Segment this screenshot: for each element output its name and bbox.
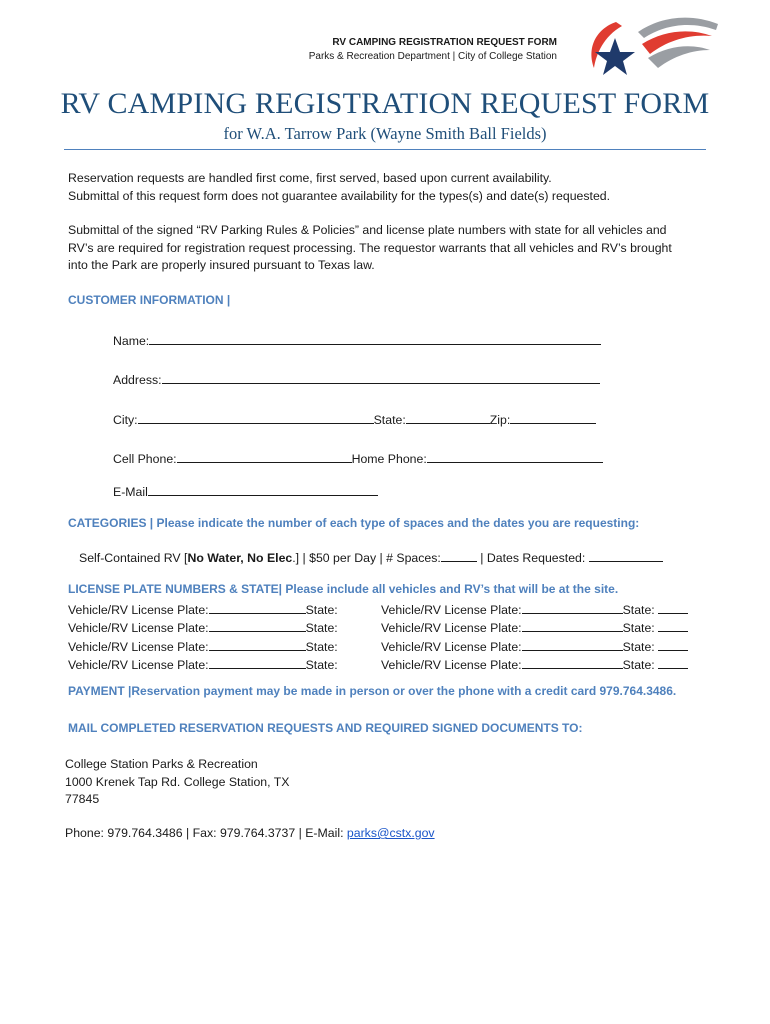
plate-label: Vehicle/RV License Plate: (68, 639, 209, 654)
plate-state-field[interactable] (658, 656, 688, 669)
plate-field[interactable] (209, 601, 306, 614)
header-dept-line: Parks & Recreation Department | City of College Station (308, 51, 557, 62)
home-phone-field[interactable] (427, 450, 603, 463)
payment-heading: PAYMENT |Reservation payment may be made in person or over the phone with a credit card 979.764.3486. (68, 684, 677, 698)
name-field[interactable] (149, 332, 601, 345)
plate-field[interactable] (522, 601, 623, 614)
mail-heading: MAIL COMPLETED RESERVATION REQUESTS AND REQUIRED SIGNED DOCUMENTS TO: (68, 721, 583, 735)
intro-line-2: Submittal of this request form does not guarantee availability for the types(s) and date(s) requested. (68, 188, 611, 203)
contact-line (65, 825, 435, 843)
intro-line-1: Reservation requests are handled first come, first served, based upon current availability. (68, 171, 552, 185)
state-label: State: (373, 413, 406, 427)
mail-address-line-3: 77845 (65, 792, 100, 806)
plate-row (381, 656, 688, 674)
spaces-field[interactable] (441, 549, 477, 562)
name-row (113, 332, 601, 348)
plate-label: Vehicle/RV License Plate: (68, 657, 209, 672)
zip-field[interactable] (510, 411, 596, 424)
city-state-zip-row (113, 411, 596, 427)
category-rv-row (79, 549, 663, 565)
plate-field[interactable] (522, 619, 623, 632)
address-row (113, 371, 600, 387)
dates-label: | Dates Requested: (480, 551, 589, 565)
category-prefix: Self-Contained RV [ (79, 551, 188, 565)
intro-line-3: Submittal of the signed “RV Parking Rules & Policies” and license plate numbers with state for all vehicles and (68, 223, 667, 237)
plate-label: Vehicle/RV License Plate: (381, 603, 522, 617)
dates-field[interactable] (589, 549, 663, 562)
zip-label: Zip: (489, 413, 511, 427)
home-phone-label: Home Phone: (351, 452, 427, 466)
plate-row (381, 601, 688, 619)
plate-field[interactable] (522, 638, 623, 651)
category-price: .] | $50 per Day | # Spaces: (292, 551, 441, 565)
plate-state-label: State: (305, 621, 338, 636)
page-subtitle: for W.A. Tarrow Park (Wayne Smith Ball Fields) (223, 124, 547, 143)
state-field[interactable] (406, 411, 490, 424)
plate-field[interactable] (209, 656, 306, 669)
plate-label: Vehicle/RV License Plate: (381, 621, 522, 636)
plate-field[interactable] (209, 638, 306, 651)
plate-row (381, 619, 688, 637)
address-label: Address: (113, 373, 162, 387)
email-row (113, 483, 378, 499)
contact-phone-fax: Phone: 979.764.3486 | Fax: 979.764.3737 | E-Mail: (65, 826, 347, 840)
plate-state-label: State: (622, 657, 655, 672)
mail-address-line-1: College Station Parks & Recreation (65, 757, 258, 771)
phone-row (113, 450, 603, 466)
plate-row (381, 638, 688, 656)
categories-heading: CATEGORIES | Please indicate the number of each type of spaces and the dates you are requesting: (68, 516, 640, 530)
plate-column-left (68, 601, 338, 674)
cell-phone-field[interactable] (177, 450, 352, 463)
category-no-water-label: No Water, No Elec (187, 551, 293, 565)
intro-line-5: into the Park are properly insured pursuant to Texas law. (68, 258, 375, 272)
plate-field[interactable] (522, 656, 623, 669)
customer-info-heading: CUSTOMER INFORMATION | (68, 293, 231, 307)
address-field[interactable] (162, 371, 600, 384)
plate-state-label: State: (622, 603, 655, 617)
intro-line-4: RV’s are required for registration request processing. The requestor warrants that all vehicles and RV’s brought (68, 240, 672, 255)
cell-phone-label: Cell Phone: (113, 452, 177, 466)
title-divider (64, 149, 706, 150)
plate-label: Vehicle/RV License Plate: (68, 621, 209, 636)
star-swoosh-logo-icon (578, 14, 723, 84)
plate-row (68, 638, 338, 656)
email-link[interactable]: parks@cstx.gov (346, 826, 435, 840)
plate-state-field[interactable] (658, 601, 688, 614)
city-label: City: (113, 413, 138, 427)
plate-state-field[interactable] (658, 619, 688, 632)
plate-label: Vehicle/RV License Plate: (381, 639, 522, 654)
page-title: RV CAMPING REGISTRATION REQUEST FORM (60, 87, 710, 120)
plate-state-label: State: (305, 657, 338, 672)
plate-state-label: State: (622, 621, 655, 636)
plate-state-label: State: (305, 639, 338, 654)
plate-row (68, 601, 338, 619)
plate-state-field[interactable] (658, 638, 688, 651)
name-label: Name: (113, 334, 150, 348)
email-label: E-Mail (113, 485, 148, 499)
plate-column-right (381, 601, 688, 674)
header-form-name: RV CAMPING REGISTRATION REQUEST FORM (332, 37, 557, 48)
plate-field[interactable] (209, 619, 306, 632)
plate-label: Vehicle/RV License Plate: (381, 657, 522, 672)
plate-state-label: State: (305, 603, 338, 617)
plate-row (68, 619, 338, 637)
plate-label: Vehicle/RV License Plate: (68, 603, 209, 617)
mail-address-line-2: 1000 Krenek Tap Rd. College Station, TX (65, 774, 290, 789)
plate-state-label: State: (622, 639, 655, 654)
email-field[interactable] (148, 483, 378, 496)
city-field[interactable] (138, 411, 374, 424)
plate-row (68, 656, 338, 674)
plates-heading: LICENSE PLATE NUMBERS & STATE| Please include all vehicles and RV’s that will be at the site. (68, 582, 619, 596)
